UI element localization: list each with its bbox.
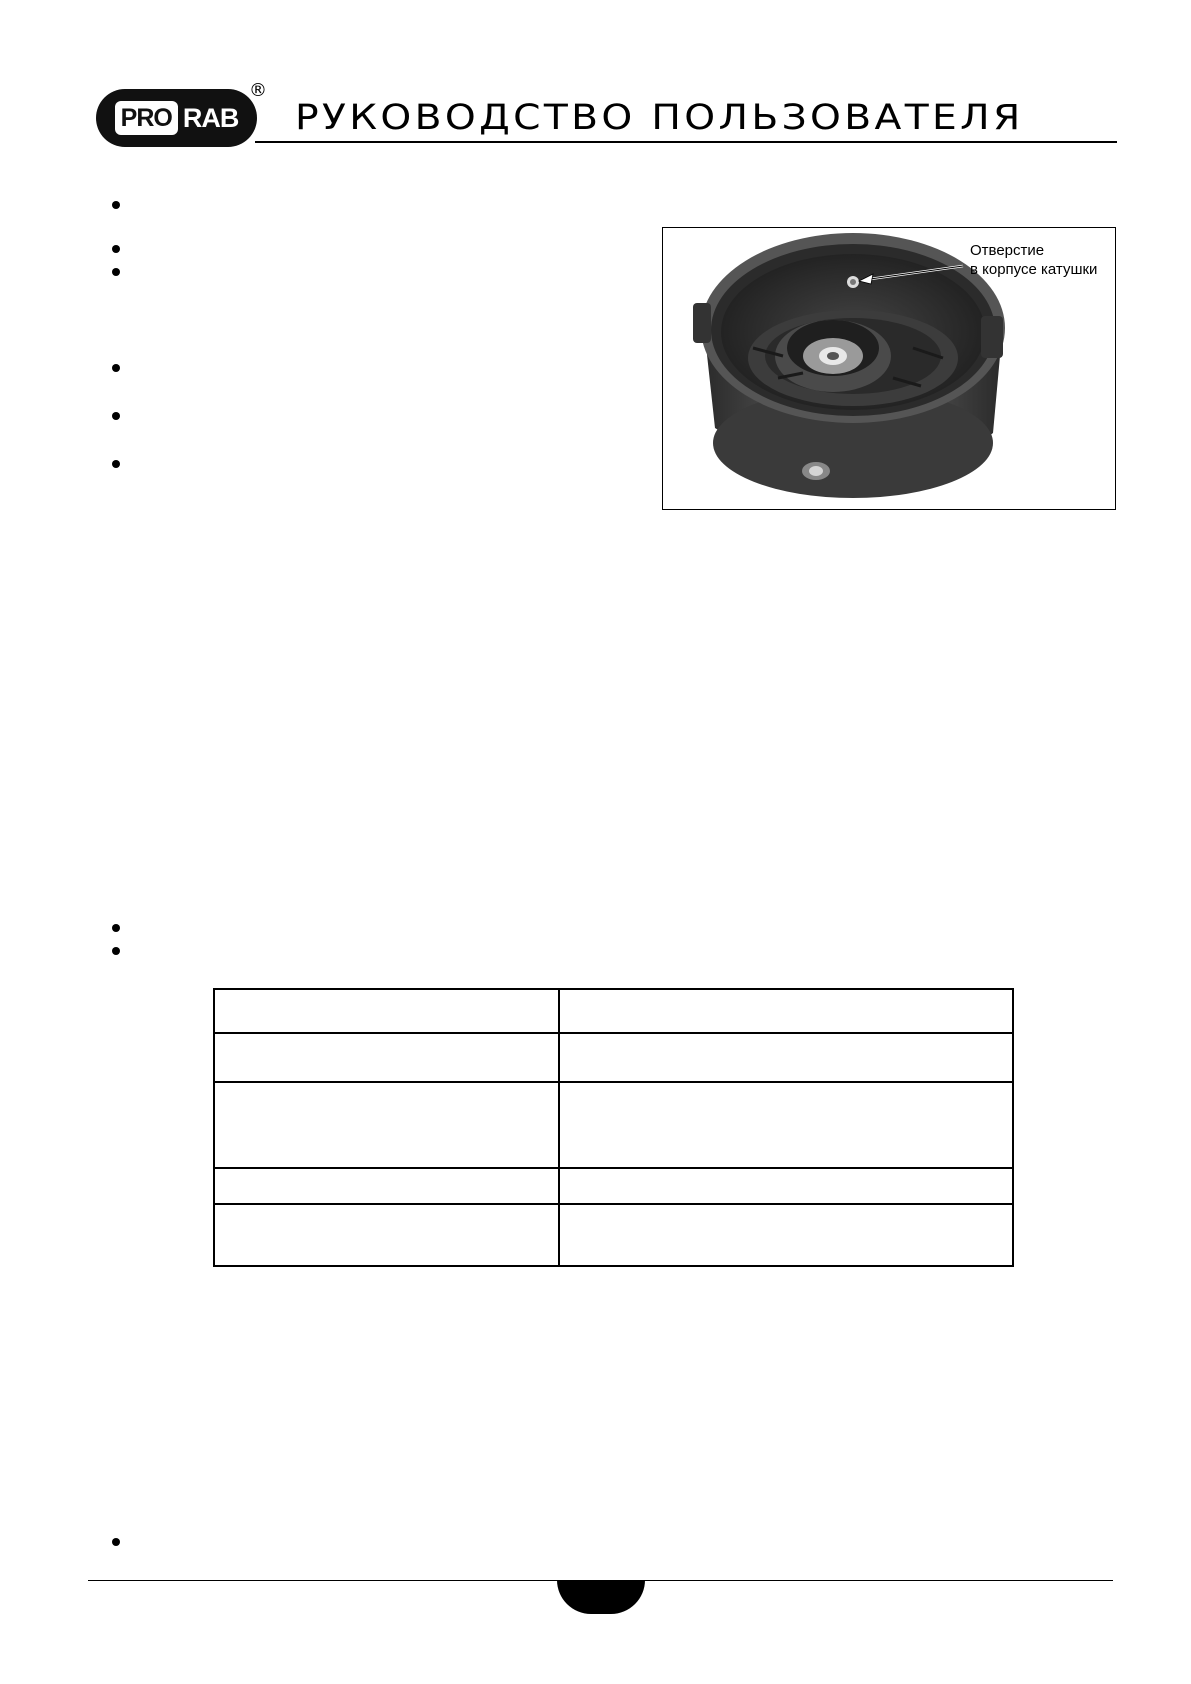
bullet-8 [112, 947, 120, 955]
table-cell [214, 989, 559, 1033]
page-number-badge [557, 1580, 645, 1614]
table-row [214, 1204, 1013, 1266]
empty-table [213, 988, 1014, 1267]
photo-callout [970, 241, 1097, 279]
bullet-3 [112, 268, 120, 276]
table-cell [214, 1033, 559, 1082]
table-cell [214, 1204, 559, 1266]
logo-pro-text: PRO [115, 101, 178, 135]
bullet-7 [112, 924, 120, 932]
bullet-6 [112, 460, 120, 468]
table-cell [214, 1168, 559, 1204]
table-cell [559, 1082, 1013, 1168]
table-cell [559, 1204, 1013, 1266]
header-rule [255, 141, 1117, 143]
registered-mark: ® [249, 80, 267, 101]
bullet-9 [112, 1538, 120, 1546]
callout-line-1: Отверстие [970, 242, 1045, 259]
table-cell [559, 1033, 1013, 1082]
bullet-2 [112, 245, 120, 253]
table-cell [559, 1168, 1013, 1204]
logo-rab-text: RAB [182, 103, 239, 133]
callout-line-2: в корпусе катушки [970, 261, 1098, 278]
table-row [214, 1168, 1013, 1204]
table-row [214, 1082, 1013, 1168]
table-row [214, 1033, 1013, 1082]
document-title: РУКОВОДСТВО ПОЛЬЗОВАТЕЛЯ [295, 98, 1024, 138]
table-row [214, 989, 1013, 1033]
table-cell [559, 989, 1013, 1033]
bullet-1 [112, 201, 120, 209]
table-cell [214, 1082, 559, 1168]
prorab-logo [96, 89, 257, 147]
bullet-4 [112, 364, 120, 372]
bullet-5 [112, 412, 120, 420]
